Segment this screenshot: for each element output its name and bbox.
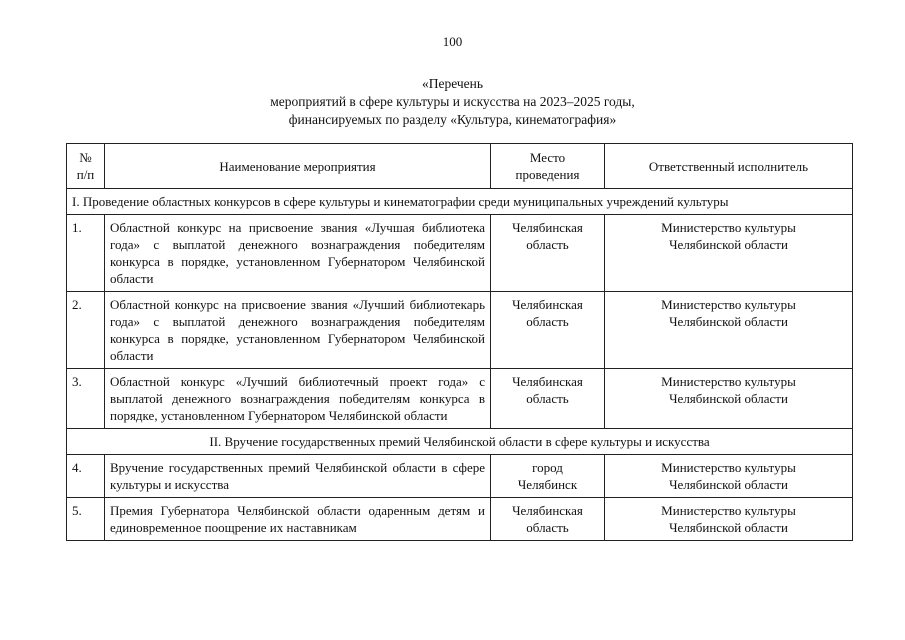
- table-header-row: [67, 144, 853, 189]
- section-title: I. Проведение областных конкурсов в сфере культуры и кинематографии среди муниципальных учреждений культуры: [67, 189, 853, 215]
- table-row: [67, 292, 853, 369]
- row-number: 5.: [67, 498, 105, 541]
- page-number: 100: [442, 34, 463, 49]
- event-place: Челябинская область: [491, 215, 605, 292]
- event-name: Премия Губернатора Челябинской области одаренным детям и единовременное поощрение их наставникам: [105, 498, 491, 541]
- section-title: II. Вручение государственных премий Челябинской области в сфере культуры и искусства: [67, 429, 853, 455]
- header-event-name: Наименование мероприятия: [105, 144, 491, 189]
- event-name: Вручение государственных премий Челябинской области в сфере культуры и искусства: [105, 455, 491, 498]
- table-row: [67, 369, 853, 429]
- event-executor: Министерство культуры Челябинской области: [605, 215, 853, 292]
- header-place: Место проведения: [491, 144, 605, 189]
- row-number: 3.: [67, 369, 105, 429]
- section-header-row: [67, 429, 853, 455]
- document-title: [0, 75, 905, 129]
- table-row: [67, 498, 853, 541]
- event-name: Областной конкурс на присвоение звания «Лучшая библиотека года» с выплатой денежного вознаграждения победителям конкурса в порядке, установленном Губернатором Челябинской области: [105, 215, 491, 292]
- row-number: 1.: [67, 215, 105, 292]
- row-number: 4.: [67, 455, 105, 498]
- event-name: Областной конкурс на присвоение звания «Лучший библиотекарь года» с выплатой денежного вознаграждения победителям конкурса в порядке, установленном Губернатором Челябинской области: [105, 292, 491, 369]
- event-place: город Челябинск: [491, 455, 605, 498]
- event-executor: Министерство культуры Челябинской области: [605, 498, 853, 541]
- header-executor: Ответственный исполнитель: [605, 144, 853, 189]
- event-place: Челябинская область: [491, 292, 605, 369]
- table-row: [67, 215, 853, 292]
- event-executor: Министерство культуры Челябинской области: [605, 292, 853, 369]
- title-line-2: мероприятий в сфере культуры и искусства на 2023–2025 годы,: [270, 94, 635, 109]
- title-line-1: «Перечень: [421, 76, 484, 91]
- event-place: Челябинская область: [491, 498, 605, 541]
- event-executor: Министерство культуры Челябинской области: [605, 455, 853, 498]
- table-row: [67, 455, 853, 498]
- title-line-3: финансируемых по разделу «Культура, кинематография»: [288, 112, 617, 127]
- event-place: Челябинская область: [491, 369, 605, 429]
- section-header-row: [67, 189, 853, 215]
- event-executor: Министерство культуры Челябинской области: [605, 369, 853, 429]
- event-name: Областной конкурс «Лучший библиотечный проект года» с выплатой денежного вознаграждения победителям конкурса в порядке, установленном Губернатором Челябинской области: [105, 369, 491, 429]
- row-number: 2.: [67, 292, 105, 369]
- events-table: [66, 143, 853, 541]
- header-number: № п/п: [67, 144, 105, 189]
